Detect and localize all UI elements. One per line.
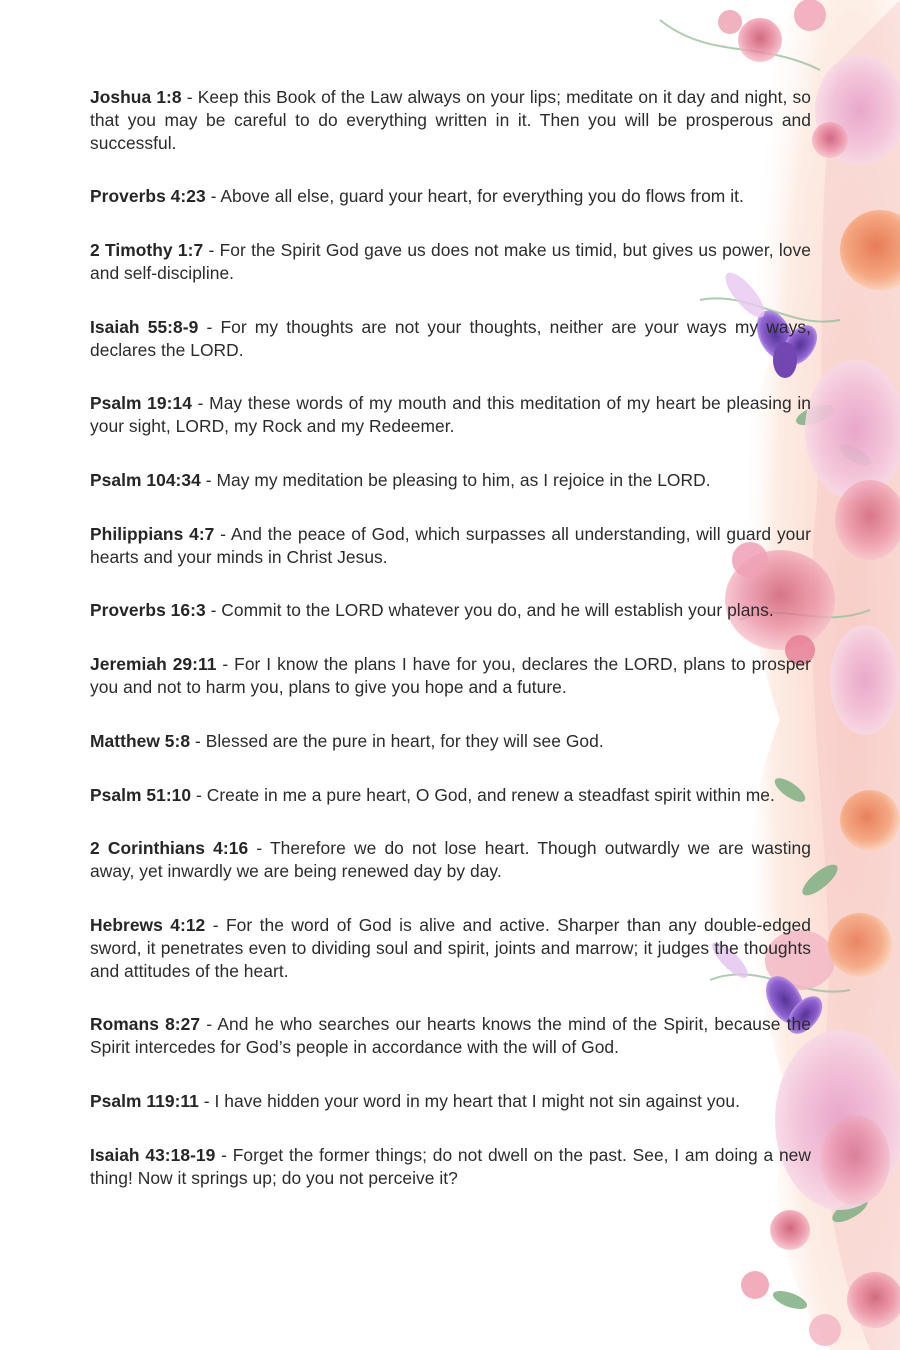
verse-reference: Psalm 19:14 xyxy=(90,393,192,414)
verse-separator: - xyxy=(205,914,226,935)
verse-reference: Isaiah 55:8-9 xyxy=(90,316,199,337)
verse-text: Forget the former things; do not dwell on the past. See, I am doing a new thing! Now it springs up; do you not perceive it? xyxy=(90,1144,812,1188)
verse-text: Above all else, guard your heart, for everything you do flows from it. xyxy=(220,186,744,207)
verse-text: May my meditation be pleasing to him, as I rejoice in the LORD. xyxy=(216,469,711,490)
verse-reference: Matthew 5:8 xyxy=(90,730,191,751)
verse-separator: - xyxy=(181,87,198,107)
verse-text: And he who searches our hearts knows the mind of the Spirit, because the Spirit intercedes for God’s people in accordance with the will of God. xyxy=(90,1014,811,1058)
verse-reference: Romans 8:27 xyxy=(90,1014,201,1035)
verse-text: For my thoughts are not your thoughts, neither are your ways my ways, declares the LORD. xyxy=(90,316,811,360)
verse-separator: - xyxy=(191,393,210,414)
verse-text: Create in me a pure heart, O God, and renew a steadfast spirit within me. xyxy=(206,784,775,805)
verse-reference: Proverbs 16:3 xyxy=(90,600,206,621)
verse-separator: - xyxy=(203,240,220,261)
verse-text: Therefore we do not lose heart. Though outwardly we are wasting away, yet inwardly we are being renewed day by day. xyxy=(90,838,811,882)
verse-item xyxy=(90,392,811,438)
verse-reference: Joshua 1:8 xyxy=(90,87,182,107)
verse-reference: Psalm 104:34 xyxy=(90,469,201,490)
verse-item xyxy=(90,730,811,753)
verse-item xyxy=(90,653,811,699)
verse-text: Commit to the LORD whatever you do, and he will establish your plans. xyxy=(221,600,774,621)
verse-list xyxy=(90,86,811,1220)
verse-separator: - xyxy=(205,600,222,621)
verse-reference: Hebrews 4:12 xyxy=(90,914,206,935)
verse-separator: - xyxy=(214,523,231,544)
verse-item xyxy=(90,185,811,208)
verse-text: For the word of God is alive and active. Sharper than any double-edged sword, it penetrates even to dividing soul and spirit, joints and marrow; it judges the thoughts and attitudes of the heart. xyxy=(90,914,811,981)
verse-separator: - xyxy=(198,316,221,337)
verse-reference: 2 Timothy 1:7 xyxy=(90,240,204,261)
verse-item xyxy=(90,914,811,982)
verse-item xyxy=(90,1090,811,1113)
verse-text: For the Spirit God gave us does not make us timid, but gives us power, love and self-discipline. xyxy=(90,240,811,283)
verse-reference: Psalm 51:10 xyxy=(90,784,192,805)
verse-text: I have hidden your word in my heart that I might not sin against you. xyxy=(214,1090,740,1111)
verse-item xyxy=(90,784,811,807)
verse-reference: Philippians 4:7 xyxy=(90,523,215,544)
verse-item xyxy=(90,239,811,285)
verse-separator: - xyxy=(216,654,235,675)
verse-separator: - xyxy=(215,1144,233,1165)
verse-item xyxy=(90,1144,811,1190)
verse-text: May these words of my mouth and this meditation of my heart be pleasing in your sight, LORD, my Rock and my Redeemer. xyxy=(90,393,811,437)
verse-separator: - xyxy=(198,1090,215,1111)
verse-item xyxy=(90,599,811,622)
verse-separator: - xyxy=(248,838,270,859)
verse-reference: Isaiah 43:18-19 xyxy=(90,1144,216,1165)
verse-separator: - xyxy=(205,186,221,207)
verse-item xyxy=(90,469,811,492)
verse-separator: - xyxy=(200,1014,218,1035)
verse-reference: Psalm 119:11 xyxy=(90,1090,199,1111)
verse-separator: - xyxy=(190,730,206,751)
verse-item xyxy=(90,523,811,569)
verse-reference: 2 Corinthians 4:16 xyxy=(90,838,249,859)
verse-text: And the peace of God, which surpasses all understanding, will guard your hearts and your minds in Christ Jesus. xyxy=(90,523,811,567)
verse-item xyxy=(90,837,811,883)
verse-item xyxy=(90,1013,811,1059)
verse-item xyxy=(90,86,811,154)
verse-text: Keep this Book of the Law always on your lips; meditate on it day and night, so that you may be careful to do everything written in it. Then you will be prosperous and successful. xyxy=(90,87,811,153)
verse-reference: Jeremiah 29:11 xyxy=(90,654,217,675)
verse-separator: - xyxy=(191,784,207,805)
verse-item xyxy=(90,316,811,362)
verse-reference: Proverbs 4:23 xyxy=(90,186,206,207)
verse-text: For I know the plans I have for you, declares the LORD, plans to prosper you and not to harm you, plans to give you hope and a future. xyxy=(90,654,811,697)
verse-text: Blessed are the pure in heart, for they will see God. xyxy=(205,730,604,751)
verse-separator: - xyxy=(200,469,217,490)
